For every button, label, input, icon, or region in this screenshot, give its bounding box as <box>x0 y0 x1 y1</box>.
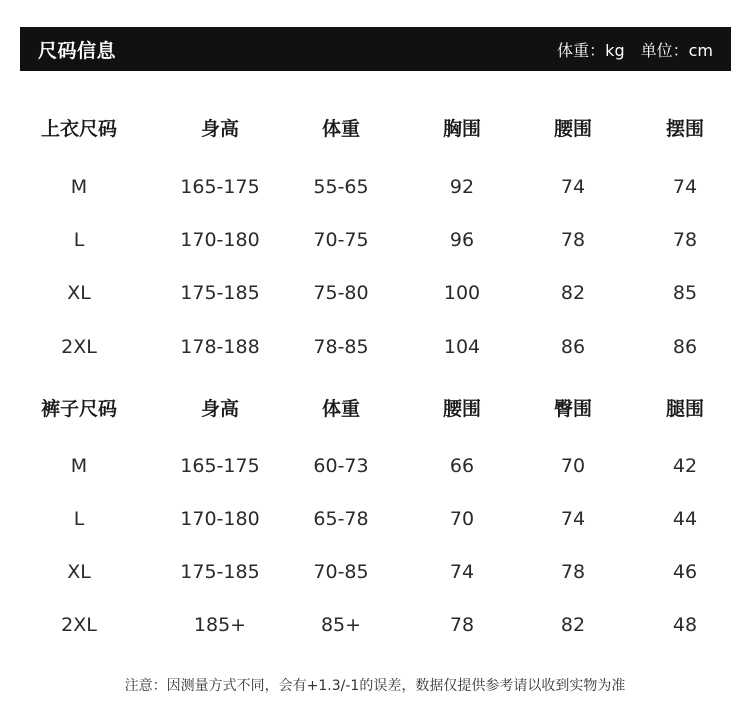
table-row <box>0 557 750 587</box>
cell: 60-73 <box>313 455 369 477</box>
cell: 86 <box>672 336 698 358</box>
pants-header-hip: 臀围 <box>553 397 592 420</box>
cell: 100 <box>443 282 481 304</box>
pants-header-weight: 体重 <box>321 397 360 420</box>
table-row <box>0 225 750 255</box>
cell: 74 <box>560 176 586 198</box>
table-row <box>0 610 750 640</box>
cell: 74 <box>449 561 475 583</box>
measurement-note: 注意：因测量方式不同，会有+1.3/-1的误差，数据仅提供参考请以收到实物为准 <box>124 678 626 694</box>
cell: 185+ <box>193 614 247 636</box>
cell: 2XL <box>61 614 97 636</box>
cell: 104 <box>443 336 481 358</box>
cell: 85 <box>672 282 698 304</box>
cell: 165-175 <box>180 455 260 477</box>
table-row <box>0 504 750 534</box>
cell: 86 <box>560 336 586 358</box>
cell: 78 <box>560 229 586 251</box>
top-header-chest: 胸围 <box>442 117 481 140</box>
cell: 46 <box>672 561 698 583</box>
pants-header-size: 裤子尺码 <box>40 397 117 420</box>
cell: M <box>70 455 88 477</box>
top-header-size: 上衣尺码 <box>40 117 117 140</box>
cell: 82 <box>560 282 586 304</box>
unit-length: 单位：cm <box>640 40 713 60</box>
cell: 175-185 <box>180 282 260 304</box>
cell: 2XL <box>61 336 97 358</box>
pants-header-waist: 腰围 <box>442 397 481 420</box>
top-header-height: 身高 <box>200 117 239 140</box>
pants-header-height: 身高 <box>200 397 239 420</box>
cell: 170-180 <box>180 508 260 530</box>
cell: 175-185 <box>180 561 260 583</box>
page-title: 尺码信息 <box>38 39 117 62</box>
cell: 85+ <box>320 614 362 636</box>
top-header-waist: 腰围 <box>553 117 592 140</box>
pants-header-row <box>0 392 750 422</box>
table-row <box>0 172 750 202</box>
cell: XL <box>67 561 91 583</box>
cell: 92 <box>449 176 475 198</box>
cell: 70-75 <box>313 229 369 251</box>
cell: 66 <box>449 455 475 477</box>
cell: 82 <box>560 614 586 636</box>
cell: 78 <box>449 614 475 636</box>
cell: 74 <box>672 176 698 198</box>
top-header-hem: 摆围 <box>665 117 704 140</box>
cell: 74 <box>560 508 586 530</box>
cell: 178-188 <box>180 336 260 358</box>
cell: 55-65 <box>313 176 369 198</box>
cell: L <box>73 229 85 251</box>
cell: 96 <box>449 229 475 251</box>
cell: 75-80 <box>313 282 369 304</box>
cell: 170-180 <box>180 229 260 251</box>
cell: 48 <box>672 614 698 636</box>
pants-header-thigh: 腿围 <box>665 397 704 420</box>
cell: 70-85 <box>313 561 369 583</box>
unit-weight: 体重：kg <box>557 40 625 60</box>
cell: 70 <box>560 455 586 477</box>
cell: L <box>73 508 85 530</box>
top-header-weight: 体重 <box>321 117 360 140</box>
cell: 42 <box>672 455 698 477</box>
cell: 78 <box>560 561 586 583</box>
table-row <box>0 451 750 481</box>
cell: 78-85 <box>313 336 369 358</box>
cell: XL <box>67 282 91 304</box>
cell: M <box>70 176 88 198</box>
cell: 70 <box>449 508 475 530</box>
table-row <box>0 278 750 308</box>
cell: 65-78 <box>313 508 369 530</box>
cell: 165-175 <box>180 176 260 198</box>
cell: 78 <box>672 229 698 251</box>
table-row <box>0 332 750 362</box>
top-header-row <box>0 112 750 142</box>
cell: 44 <box>672 508 698 530</box>
